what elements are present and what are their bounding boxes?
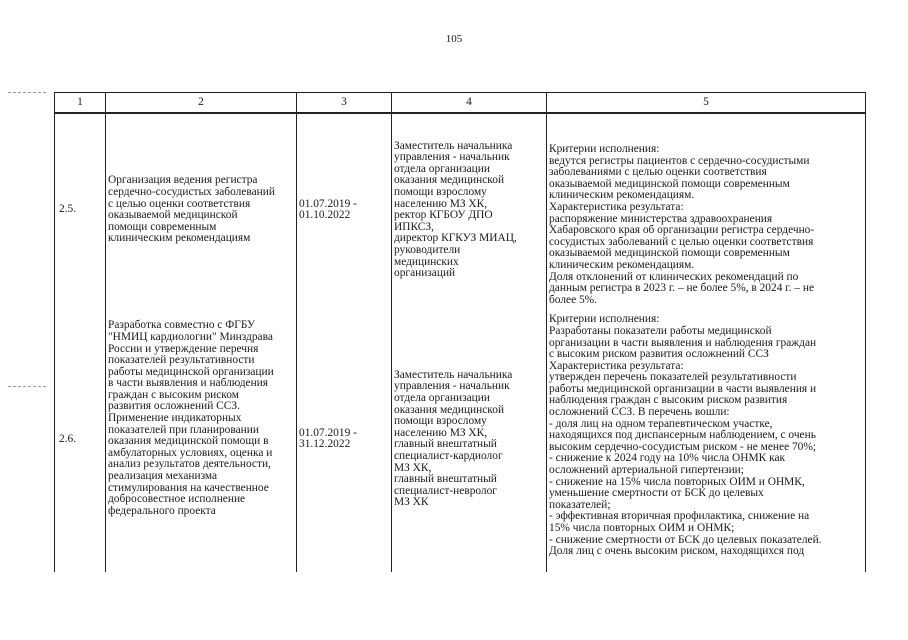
document-table — [54, 92, 866, 572]
page-number: 105 — [445, 33, 463, 45]
period-cell: 01.07.2019 - 31.12.2022 — [297, 306, 392, 572]
result-cell: Критерии исполнения: ведутся регистры пациентов с сердечно-сосудистыми заболеваниями с целью оценки соответствия оказываемой медицинской помощи современным клиническим рекомендациям. Характеристика результата: распоряжение министерства здравоохранения Хабаровского края об организации регистра сердечно- сосудистых заболеваний с целью оценки соответствия оказываемой медицинской помощи современным клиническим рекомендациям. Доля отклонений от клинических рекомендаций по данным регистра в 2023 г. – не более 5%, в 2024 г. – не более 5%. — [547, 113, 866, 306]
header-cell: 2 — [106, 93, 297, 114]
activity-cell: Организация ведения регистра сердечно-сосудистых заболеваний с целью оценки соответствия оказываемой медицинской помощи современным клиническим рекомендациям — [106, 113, 297, 306]
margin-mark — [8, 92, 46, 94]
row-number: 2.5. — [55, 113, 106, 306]
header-cell: 4 — [392, 93, 547, 114]
result-cell: Критерии исполнения: Разработаны показатели работы медицинской организации в части выявления и наблюдения граждан с высоким риском развития осложнений ССЗ Характеристика результата: утвержден перечень показателей результативности работы медицинской организации в части выявления и наблюдения граждан с высоким риском развития осложнений ССЗ. В перечень вошли: - доля лиц на одном терапевтическом участке, находящихся под диспансерным наблюдением, с очень высоким сердечно-сосудистым риском - не менее 70%; - снижение к 2024 году на 10% числа ОНМК как осложнений артериальной гипертензии; - снижение на 15% числа повторных ОИМ и ОНМК, уменьшение смертности от БСК до целевых показателей; - эффективная вторичная профилактика, снижение на 15% числа повторных ОИМ и ОНМК; - снижение смертности от БСК до целевых показателей. Доля лиц с очень высоким риском, находящихся под — [547, 306, 866, 572]
margin-mark — [8, 386, 46, 388]
activity-cell: Разработка совместно с ФГБУ "НМИЦ кардиологии" Минздрава России и утверждение перечня показателей результативности работы медицинской организации в части выявления и наблюдения граждан с высоким риском развития осложнений ССЗ. Применение индикаторных показателей при планировании оказания медицинской помощи в амбулаторных условиях, оценка и анализ результатов деятельности, реализация механизма стимулирования на качественное добросовестное исполнение федерального проекта — [106, 306, 297, 572]
period-cell: 01.07.2019 - 01.10.2022 — [297, 113, 392, 306]
header-cell: 1 — [55, 93, 106, 114]
responsible-cell: Заместитель начальника управления - начальник отдела организации оказания медицинской помощи взрослому населению МЗ ХК, ректор КГБОУ ДПО ИПКСЗ, директор КГКУЗ МИАЦ, руководители медицинских организаций — [392, 113, 547, 306]
table-row — [55, 113, 866, 306]
row-number: 2.6. — [55, 306, 106, 572]
responsible-cell: Заместитель начальника управления - начальник отдела организации оказания медицинской помощи взрослому населению МЗ ХК, главный внештатный специалист-кардиолог МЗ ХК, главный внештатный специалист-невролог МЗ ХК — [392, 306, 547, 572]
table-row — [55, 306, 866, 572]
header-cell: 3 — [297, 93, 392, 114]
header-cell: 5 — [547, 93, 866, 114]
table-header-row — [55, 93, 866, 114]
